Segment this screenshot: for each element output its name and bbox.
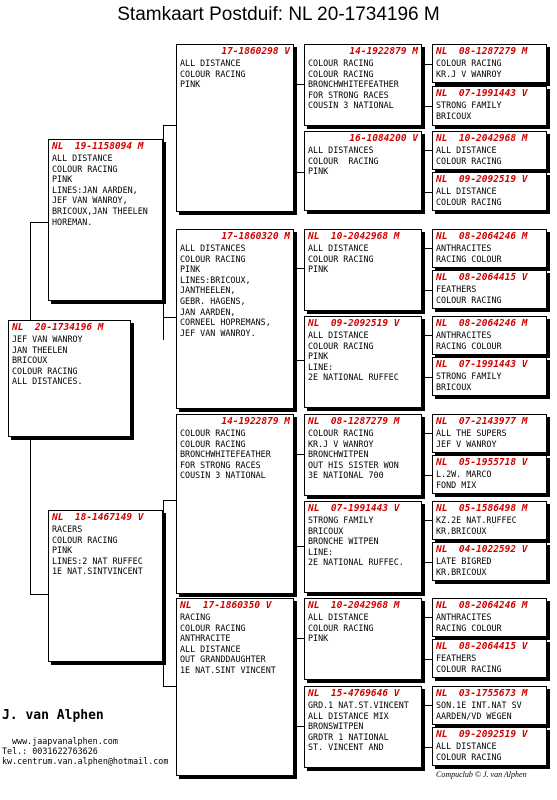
pedigree-card-p29 [432, 686, 547, 725]
ring-number: NL 05-1586498 M [436, 503, 528, 514]
ring-number: NL 07-1991443 V [308, 503, 400, 514]
pedigree-card-p11 [304, 414, 422, 496]
connector-line [294, 638, 304, 639]
connector-line [422, 747, 432, 748]
description-line: RACING COLOUR [436, 253, 502, 264]
ring-number: 17-1860298 V [221, 46, 290, 57]
pedigree-card-p26 [432, 542, 547, 581]
pigeon-description [305, 427, 421, 481]
description-line: COLOUR RACING [308, 155, 379, 166]
description-line: KR.BRICOUX [436, 566, 487, 577]
description-line: 2E NATIONAL RUFFEC. [308, 557, 404, 568]
connector-line [422, 150, 423, 192]
ring-number: NL 08-2064415 V [436, 641, 528, 652]
connector-line [422, 377, 432, 378]
description-line: ALL DISTANCE [180, 643, 241, 654]
pigeon-description [433, 57, 546, 79]
description-line: PINK [52, 174, 73, 185]
connector-line [422, 617, 432, 618]
pedigree-card-p17 [432, 131, 547, 170]
description-line: JEF VAN WANROY [12, 334, 83, 344]
description-line: PINK [308, 166, 329, 177]
description-line: COLOUR RACING [436, 58, 502, 68]
ring-number: NL 19-1158094 M [52, 141, 144, 152]
description-line: ALL DISTANCE [436, 145, 497, 155]
ring-number: 16-1084200 V [349, 133, 418, 144]
description-line: ALL DISTANCE [308, 612, 369, 622]
pigeon-description [177, 427, 293, 481]
phone-text: Tel.: 0031622763626 [2, 746, 98, 756]
description-line: RACING COLOUR [436, 340, 502, 351]
pigeon-description [305, 57, 421, 111]
pedigree-card-p14 [304, 686, 422, 768]
connector-line [163, 125, 164, 340]
pedigree-card-p27 [432, 598, 547, 637]
description-line: COLOUR RACING [180, 622, 246, 633]
ring-number: NL 15-4769646 V [308, 688, 400, 699]
connector-line [294, 268, 295, 360]
description-line: COLOUR RACING [308, 253, 374, 264]
connector-line [422, 705, 432, 706]
ring-number: NL 20-1734196 M [12, 322, 104, 333]
connector-line [294, 268, 304, 269]
pedigree-card-p1 [48, 139, 163, 301]
connector-line [163, 686, 176, 687]
ring-number: NL 18-1467149 V [52, 512, 144, 523]
description-line: CORNEEL HOPREMANS, [180, 317, 271, 328]
connector-line [422, 290, 432, 291]
pigeon-description [433, 611, 546, 633]
description-line: BRONCHWHITEFEATHER [180, 449, 271, 460]
description-line: JANTHEELEN, [180, 285, 236, 296]
connector-line [294, 84, 304, 85]
pedigree-card-p20 [432, 270, 547, 309]
description-line: ALL DISTANCE [52, 153, 113, 163]
description-line: BRONCHWITPEN [308, 449, 369, 460]
ring-number: 14-1922879 M [349, 46, 418, 57]
pedigree-card-p2 [48, 510, 163, 662]
description-line: GRDTR 1 NATIONAL [308, 731, 389, 742]
description-line: COLOUR RACING [180, 253, 246, 264]
description-line: ALL DISTANCES [180, 243, 246, 253]
description-line: ANTHRACITES [436, 330, 492, 340]
description-line: BRICOUX [308, 525, 344, 536]
pigeon-description [433, 185, 546, 207]
pedigree-card-p12 [304, 501, 422, 593]
pigeon-description [49, 152, 162, 227]
pigeon-description [433, 99, 546, 121]
connector-line [422, 248, 423, 290]
pedigree-card-p3 [176, 44, 294, 212]
description-line: ALL DISTANCE [436, 186, 497, 196]
description-line: ANTHRACITES [436, 243, 492, 253]
description-line: COLOUR RACING [436, 196, 502, 207]
connector-line [422, 562, 432, 563]
email-text: kw.centrum.van.alphen@hotmail.com [2, 756, 169, 766]
description-line: COLOUR RACING [436, 294, 502, 305]
pigeon-description [305, 329, 421, 383]
description-line: JAN AARDEN, [180, 306, 236, 317]
website-text: www.jaapvanalphen.com [12, 736, 118, 746]
pedigree-card-p13 [304, 598, 422, 680]
description-line: JEF V WANROY [436, 438, 497, 449]
ring-number: NL 03-1755673 M [436, 688, 528, 699]
ring-number: NL 08-2064246 M [436, 231, 528, 242]
description-line: COLOUR RACING [12, 365, 78, 376]
pedigree-card-p16 [432, 86, 547, 126]
pigeon-description [433, 468, 546, 490]
connector-line [422, 335, 432, 336]
connector-line [422, 433, 432, 434]
pedigree-card-p5 [176, 414, 294, 594]
connector-line [294, 360, 304, 361]
description-line: BRICOUX [12, 355, 48, 366]
connector-line [422, 64, 423, 106]
pedigree-card-p18 [432, 172, 547, 211]
pedigree-card-p15 [432, 44, 547, 83]
pigeon-description [433, 514, 546, 536]
pigeon-description [433, 699, 546, 721]
description-line: COLOUR RACING [52, 534, 118, 545]
ring-number: NL 07-1991443 V [436, 88, 528, 99]
description-line: GRD.1 NAT.ST.VINCENT [308, 700, 409, 710]
description-line: ANTHRACITE [180, 633, 231, 644]
connector-line [30, 222, 48, 223]
description-line: FOND MIX [436, 479, 477, 490]
pigeon-description [433, 370, 546, 392]
pedigree-card-p0 [8, 320, 131, 437]
connector-line [422, 150, 432, 151]
description-line: BRICOUX [436, 381, 472, 392]
description-line: LINES:JAN AARDEN, [52, 184, 138, 195]
connector-line [422, 433, 423, 475]
credit-text: Compuclub © J. van Alphen [436, 770, 527, 779]
ring-number: NL 10-2042968 M [308, 600, 400, 611]
breeder-name: J. van Alphen [2, 708, 104, 723]
pedigree-card-p23 [432, 414, 547, 453]
description-line: KR.BRICOUX [436, 525, 487, 536]
connector-line [422, 335, 423, 377]
description-line: PINK [308, 351, 329, 362]
description-line: RACERS [52, 524, 83, 534]
description-line: COLOUR RACING [436, 751, 502, 762]
description-line: PINK [308, 633, 329, 644]
description-line: COLOUR RACING [180, 68, 246, 79]
pigeon-description [9, 333, 130, 387]
description-line: ALL DISTANCES. [12, 376, 83, 387]
description-line: ALL DISTANCE [436, 741, 497, 751]
pedigree-card-p25 [432, 501, 547, 540]
description-line: ALL DISTANCE MIX [308, 710, 389, 721]
ring-number: NL 09-2092519 V [436, 729, 528, 740]
ring-number: NL 10-2042968 M [436, 133, 528, 144]
ring-number: NL 08-2064246 M [436, 600, 528, 611]
description-line: FOR STRONG RACES [308, 89, 389, 100]
pigeon-description [305, 144, 421, 177]
description-line: LINES:BRICOUX, [180, 274, 251, 285]
description-line: OUT GRANDDAUGHTER [180, 654, 266, 665]
connector-line [294, 454, 304, 455]
description-line: COUSIN 3 NATIONAL [180, 470, 266, 481]
description-line: STRONG FAMILY [436, 100, 502, 110]
pigeon-description [433, 242, 546, 264]
description-line: STRONG FAMILY [436, 371, 502, 381]
connector-line [422, 192, 432, 193]
ring-number: NL 07-2143977 M [436, 416, 528, 427]
connector-line [30, 437, 31, 595]
connector-line [294, 726, 304, 727]
connector-line [422, 64, 432, 65]
ring-number: NL 10-2042968 M [308, 231, 400, 242]
ring-number: NL 08-1287279 M [436, 46, 528, 57]
pigeon-description [305, 514, 421, 568]
connector-line [422, 520, 423, 562]
pigeon-description [49, 523, 162, 577]
description-line: COLOUR RACING [308, 428, 374, 438]
pedigree-card-p19 [432, 229, 547, 268]
description-line: L.2W. MARCO [436, 469, 492, 479]
description-line: FEATHERS [436, 653, 477, 663]
pigeon-description [433, 652, 546, 674]
description-line: RACING [180, 612, 211, 622]
description-line: COLOUR RACING [308, 622, 374, 633]
pedigree-card-p22 [432, 357, 547, 396]
ring-number: NL 05-1955718 V [436, 457, 528, 468]
description-line: 1E NAT.SINTVINCENT [52, 566, 143, 577]
description-line: RACING COLOUR [436, 622, 502, 633]
connector-line [294, 638, 295, 728]
connector-line [422, 520, 432, 521]
description-line: COLOUR RACING [308, 58, 374, 68]
connector-line [294, 172, 304, 173]
description-line: COLOUR RACING [180, 438, 246, 449]
description-line: COLOUR RACING [180, 428, 246, 438]
description-line: 1E NAT.SINT VINCENT [180, 664, 276, 675]
description-line: LINE: [308, 361, 334, 372]
pigeon-description [433, 329, 546, 351]
connector-line [163, 500, 176, 501]
connector-line [294, 84, 295, 174]
description-line: FOR STRONG RACES [180, 459, 261, 470]
pigeon-description [305, 699, 421, 753]
connector-line [422, 705, 423, 747]
description-line: COLOUR RACING [52, 163, 118, 174]
description-line: KR.J V WANROY [308, 438, 374, 449]
description-line: COLOUR RACING [436, 155, 502, 166]
connector-line [163, 500, 164, 686]
description-line: LATE BIGRED [436, 556, 492, 566]
description-line: PINK [308, 264, 329, 275]
pigeon-description [433, 283, 546, 305]
description-line: STRONG FAMILY [308, 515, 374, 525]
description-line: ALL DISTANCE [308, 330, 369, 340]
ring-number: NL 17-1860350 V [180, 600, 272, 611]
description-line: ALL DISTANCE [180, 58, 241, 68]
description-line: OUT HIS SISTER WON [308, 459, 399, 470]
description-line: PINK [52, 545, 73, 556]
connector-line [294, 546, 304, 547]
description-line: 3E NATIONAL 700 [308, 470, 384, 481]
description-line: COLOUR RACING [436, 663, 502, 674]
description-line: ANTHRACITES [436, 612, 492, 622]
description-line: 2E NATIONAL RUFFEC [308, 372, 399, 383]
ring-number: NL 08-2064246 M [436, 318, 528, 329]
pigeon-description [177, 57, 293, 90]
description-line: LINES:2 NAT RUFFEC [52, 555, 143, 566]
description-line: BRONSWITPEN [308, 721, 364, 732]
description-line: ALL DISTANCE [308, 243, 369, 253]
ring-number: NL 09-2092519 V [436, 174, 528, 185]
ring-number: NL 08-1287279 M [308, 416, 400, 427]
description-line: PINK [180, 79, 201, 90]
pedigree-card-p30 [432, 727, 547, 766]
connector-line [294, 454, 295, 546]
pigeon-description [433, 427, 546, 449]
pigeon-description [305, 611, 421, 644]
pedigree-card-p4 [176, 229, 294, 409]
description-line: JEF VAN WANROY, [52, 195, 128, 206]
page-title: Stamkaart Postduif: NL 20-1734196 M [117, 4, 440, 25]
description-line: AARDEN/VD WEGEN [436, 710, 512, 721]
pedigree-card-p7 [304, 44, 422, 126]
connector-line [30, 594, 48, 595]
ring-number: 17-1860320 M [221, 231, 290, 242]
pigeon-description [177, 611, 293, 676]
description-line: COLOUR RACING [308, 340, 374, 351]
connector-line [30, 222, 31, 320]
connector-line [163, 317, 176, 318]
description-line: KR.J V WANROY [436, 68, 502, 79]
pedigree-card-p6 [176, 598, 294, 776]
connector-line [422, 475, 432, 476]
description-line: ALL THE SUPERS [436, 428, 507, 438]
connector-line [422, 659, 432, 660]
description-line: FEATHERS [436, 284, 477, 294]
description-line: BRICOUX,JAN THEELEN [52, 205, 148, 216]
ring-number: NL 08-2064415 V [436, 272, 528, 283]
description-line: LINE: [308, 546, 334, 557]
description-line: SON.1E INT.NAT SV [436, 700, 522, 710]
ring-number: 14-1922879 M [221, 416, 290, 427]
pigeon-description [433, 144, 546, 166]
ring-number: NL 09-2092519 V [308, 318, 400, 329]
ring-number: NL 07-1991443 V [436, 359, 528, 370]
pedigree-card-p10 [304, 316, 422, 408]
connector-line [422, 248, 432, 249]
connector-line [422, 106, 432, 107]
description-line: BRONCHWHITEFEATHER [308, 79, 399, 90]
description-line: KZ.2E NAT.RUFFEC [436, 515, 517, 525]
description-line: JAN THEELEN [12, 344, 68, 355]
pigeon-description [305, 242, 421, 275]
description-line: ST. VINCENT AND [308, 742, 384, 753]
pigeon-description [177, 242, 293, 338]
connector-line [163, 125, 176, 126]
description-line: GEBR. HAGENS, [180, 295, 246, 306]
description-line: BRONCHE WITPEN [308, 536, 379, 547]
pedigree-card-p28 [432, 639, 547, 678]
pedigree-card-p9 [304, 229, 422, 311]
description-line: PINK [180, 264, 201, 275]
description-line: BRICOUX [436, 110, 472, 121]
connector-line [422, 617, 423, 659]
pigeon-description [433, 740, 546, 762]
description-line: COUSIN 3 NATIONAL [308, 100, 394, 111]
pigeon-description [433, 555, 546, 577]
ring-number: NL 04-1022592 V [436, 544, 528, 555]
pedigree-card-p8 [304, 131, 422, 211]
description-line: ALL DISTANCES [308, 145, 374, 155]
description-line: COLOUR RACING [308, 68, 374, 79]
pedigree-card-p24 [432, 455, 547, 494]
pedigree-card-p21 [432, 316, 547, 355]
description-line: HOREMAN. [52, 216, 93, 227]
description-line: JEF VAN WANROY. [180, 327, 256, 338]
